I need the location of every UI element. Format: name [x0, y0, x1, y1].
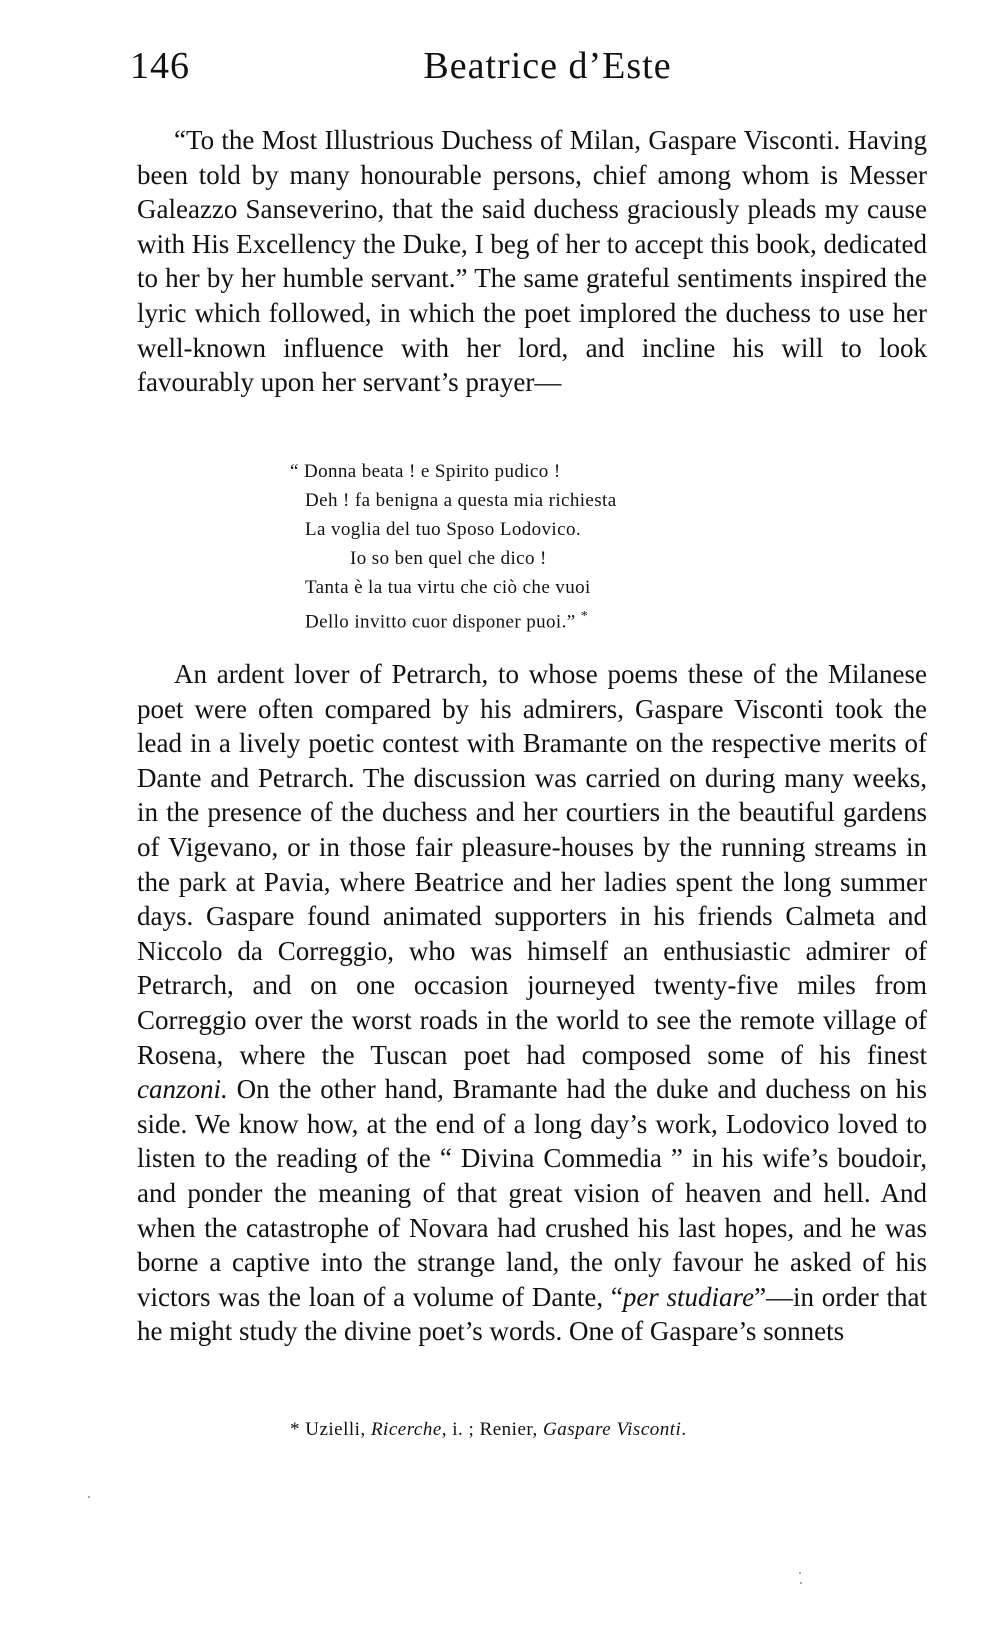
- footnote-marker: *: [290, 1419, 300, 1440]
- italic-term: canzoni.: [137, 1074, 228, 1105]
- poem-line-text: Dello invitto cuor disponer puoi.”: [305, 611, 576, 633]
- footnote-text: .: [681, 1419, 687, 1440]
- page-number: 146: [130, 45, 190, 87]
- speck: [800, 1582, 802, 1584]
- poem-line: Tanta è la tua virtu che ciò che vuoi: [305, 577, 591, 598]
- paragraph-dedication: “To the Most Illustrious Duchess of Milan, Gaspare Visconti. Having been told by many honourable persons, chief among whom is Messer Galeazzo Sanseverino, that the said duchess graciously pleads my cause with His Excellency the Duke, I beg of her to accept this book, dedicated to her by her humble servant.” The same grateful sentiments inspired the lyric which followed, in which the poet implored the duchess to use her well-known influence with her lord, and incline his will to look favourably upon her servant’s prayer—: [137, 125, 927, 398]
- poem-line: “ Donna beata ! e Spirito pudico !: [290, 461, 561, 482]
- running-title: Beatrice d’Este: [423, 45, 672, 87]
- speck: [88, 1496, 90, 1498]
- footnote-italic: Ricerche: [370, 1419, 442, 1440]
- poem-line: La voglia del tuo Sposo Lodovico.: [305, 519, 581, 540]
- italic-quote: per studiare: [622, 1281, 755, 1312]
- paragraph-text: ”—in order that he might study the divine poet’s words. One of Gaspare’s sonnets: [137, 1281, 927, 1347]
- footnote-text: , i. ; Renier,: [441, 1419, 543, 1440]
- paragraph-text: On the other hand, Bramante had the duke and duchess on his side. We know how, at the end of a long day’s work, Lodovico loved to listen to the reading of the “ Divina Commedia ” in his wife’s boudoir, and ponder the meaning of that great vision of heaven and hell. And when the catastrophe of Novara had crushed his last hopes, and he was borne a captive into the strange land, the only favour he asked of his victors was the loan of a volume of Dante, “: [137, 1074, 927, 1312]
- footnote-text: Uzielli,: [305, 1419, 371, 1440]
- poem-line: Deh ! fa benigna a questa mia richiesta: [305, 490, 617, 511]
- footnote-italic: Gaspare Visconti: [542, 1419, 682, 1440]
- poem-line: Io so ben quel che dico !: [350, 548, 547, 569]
- speck: [799, 1572, 801, 1574]
- paragraph-text: An ardent lover of Petrarch, to whose poems these of the Milanese poet were often compared by his admirers, Gaspare Visconti took the lead in a lively poetic contest with Bramante on the respective merits of Dante and Petrarch. The discussion was carried on during many weeks, in the presence of the duchess and her courtiers in the beautiful gardens of Vigevano, or in those fair pleasure-houses by the running streams in the park at Pavia, where Beatrice and her ladies spent the long summer days. Gaspare found animated supporters in his friends Calmeta and Niccolo da Correggio, who was himself an enthusiastic admirer of Petrarch, and on one occasion journeyed twenty-five miles from Correggio over the worst roads in the world to see the remote village of Rosena, where the Tuscan poet had composed some of his finest: [137, 659, 927, 1070]
- footnote-reference: *: [580, 609, 589, 624]
